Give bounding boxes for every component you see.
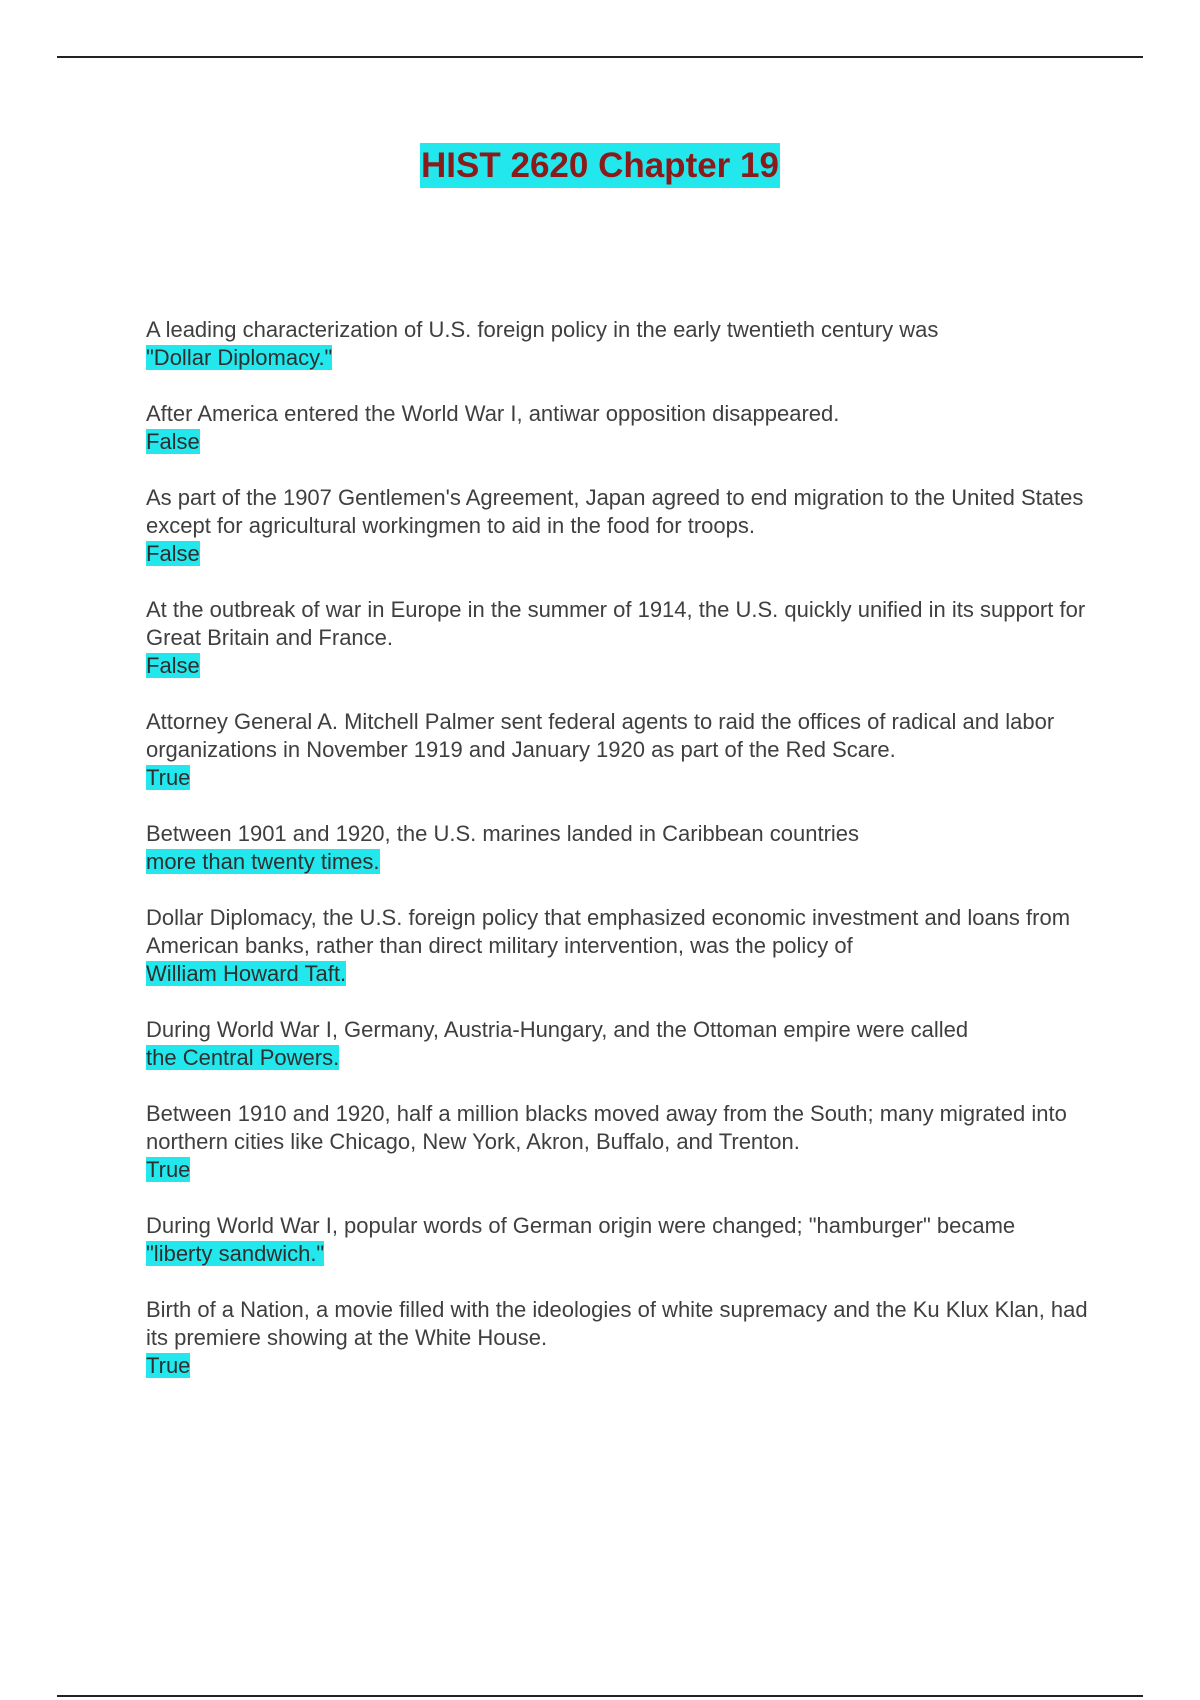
question-list	[146, 316, 1106, 1408]
answer-highlight: more than twenty times.	[146, 849, 380, 874]
question-text: Attorney General A. Mitchell Palmer sent federal agents to raid the offices of radical and labor organizations in November 1919 and January 1920 as part of the Red Scare.	[146, 709, 1055, 762]
answer-highlight: True	[146, 1353, 191, 1378]
answer-highlight: False	[146, 429, 200, 454]
question-text: Birth of a Nation, a movie filled with the ideologies of white supremacy and the Ku Klux Klan, had its premiere showing at the White House.	[146, 1297, 1088, 1350]
qa-item	[146, 1212, 1106, 1268]
question-text: After America entered the World War I, antiwar opposition disappeared.	[146, 401, 840, 426]
question-text: As part of the 1907 Gentlemen's Agreement, Japan agreed to end migration to the United States except for agricultural workingmen to aid in the food for troops.	[146, 485, 1084, 538]
answer-highlight: William Howard Taft.	[146, 961, 347, 986]
qa-item	[146, 400, 1106, 456]
question-text: At the outbreak of war in Europe in the summer of 1914, the U.S. quickly unified in its support for Great Britain and France.	[146, 597, 1086, 650]
qa-item	[146, 596, 1106, 680]
title-container	[0, 143, 1200, 188]
answer-highlight: "liberty sandwich."	[146, 1241, 325, 1266]
qa-item	[146, 316, 1106, 372]
answer-highlight: True	[146, 1157, 191, 1182]
qa-item	[146, 820, 1106, 876]
qa-item	[146, 1296, 1106, 1380]
document-title: HIST 2620 Chapter 19	[420, 143, 780, 188]
answer-highlight: False	[146, 541, 200, 566]
question-text: Between 1910 and 1920, half a million blacks moved away from the South; many migrated into northern cities like Chicago, New York, Akron, Buffalo, and Trenton.	[146, 1101, 1067, 1154]
question-text: Between 1901 and 1920, the U.S. marines landed in Caribbean countries	[146, 821, 860, 846]
qa-item	[146, 1016, 1106, 1072]
answer-highlight: the Central Powers.	[146, 1045, 340, 1070]
question-text: A leading characterization of U.S. foreign policy in the early twentieth century was	[146, 317, 939, 342]
footer-rule	[57, 1695, 1143, 1697]
question-text: Dollar Diplomacy, the U.S. foreign policy that emphasized economic investment and loans from American banks, rather than direct military intervention, was the policy of	[146, 905, 1071, 958]
qa-item	[146, 484, 1106, 568]
qa-item	[146, 1100, 1106, 1184]
header-rule	[57, 56, 1143, 58]
question-text: During World War I, popular words of German origin were changed; "hamburger" became	[146, 1213, 1016, 1238]
question-text: During World War I, Germany, Austria-Hungary, and the Ottoman empire were called	[146, 1017, 969, 1042]
answer-highlight: False	[146, 653, 200, 678]
qa-item	[146, 708, 1106, 792]
answer-highlight: True	[146, 765, 191, 790]
qa-item	[146, 904, 1106, 988]
answer-highlight: "Dollar Diplomacy."	[146, 345, 333, 370]
